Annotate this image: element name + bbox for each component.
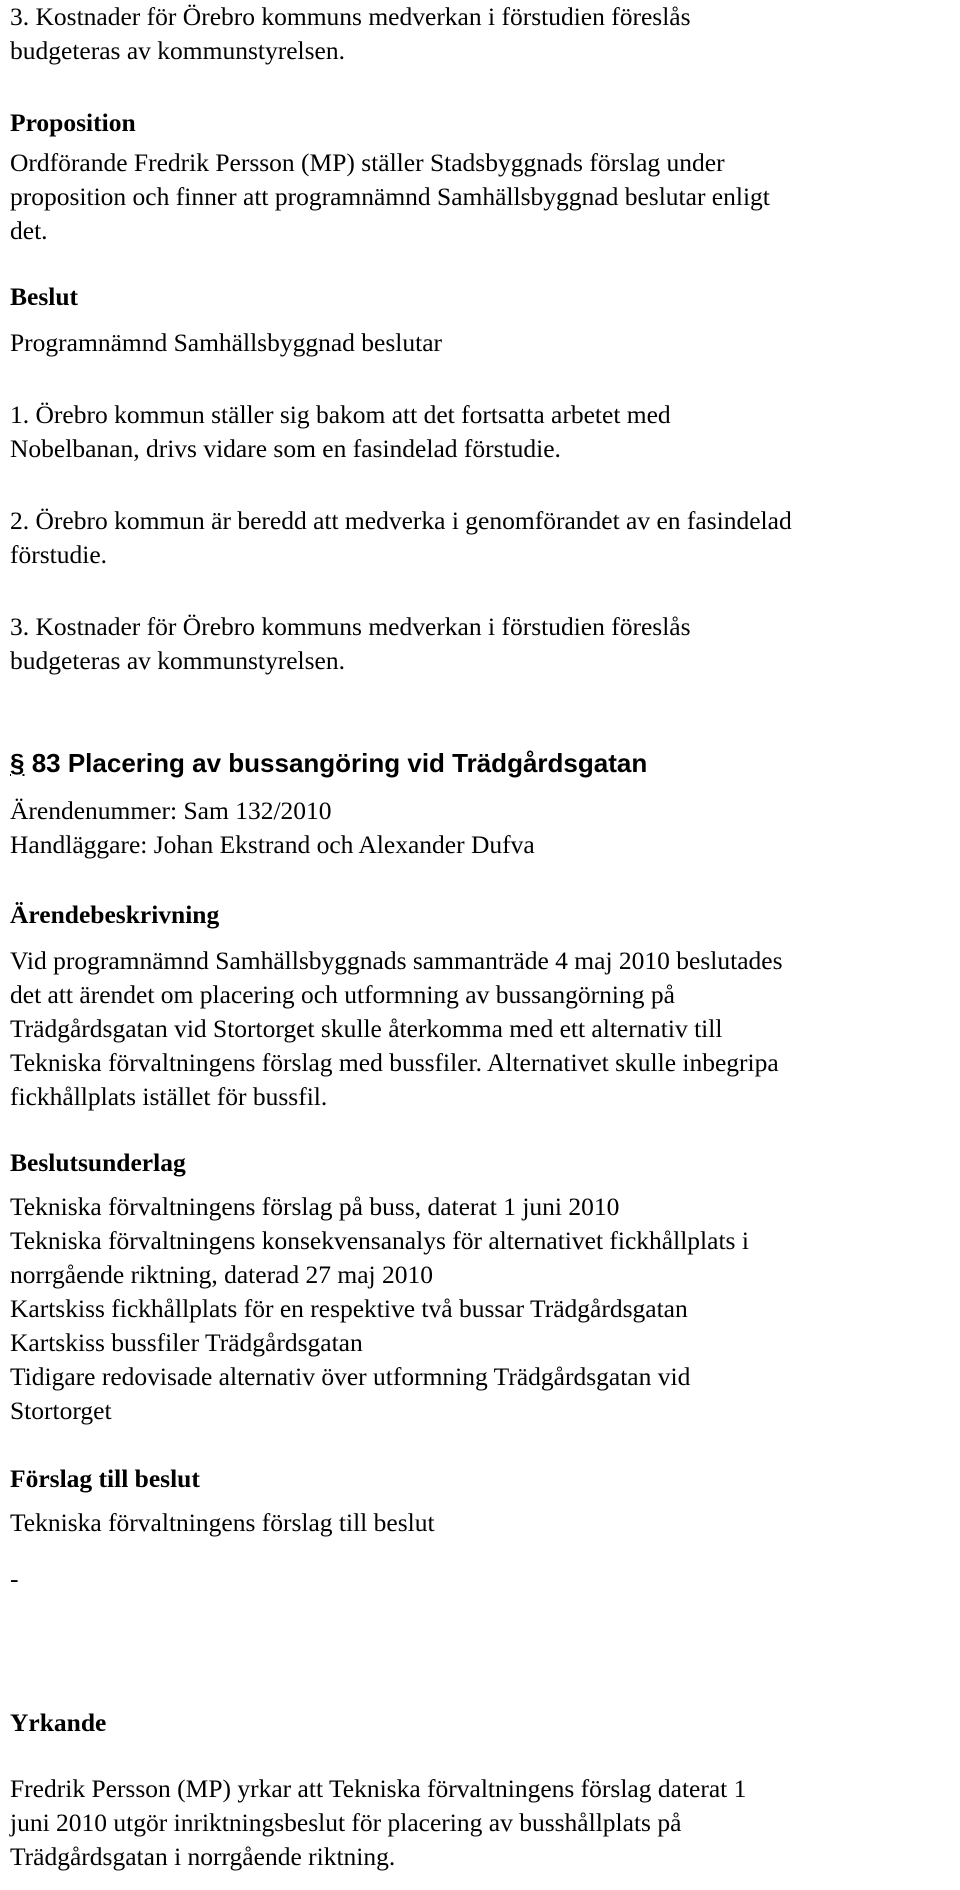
basis-line: Kartskiss fickhållplats för en respektive två bussar Trädgårdsgatan xyxy=(10,1294,688,1323)
decision2-line2: förstudie. xyxy=(10,540,108,569)
basis-line: norrgående riktning, daterad 27 maj 2010 xyxy=(10,1260,433,1289)
proposition-line1: Ordförande Fredrik Persson (MP) ställer Stadsbyggnads förslag under xyxy=(10,148,725,177)
basis-line: Tidigare redovisade alternativ över utformning Trädgårdsgatan vid xyxy=(10,1362,691,1391)
proposition-line2: proposition och finner att programnämnd Samhällsbyggnad beslutar enligt xyxy=(10,182,770,211)
description-line: Vid programnämnd Samhällsbyggnads sammanträde 4 maj 2010 beslutades xyxy=(10,946,783,975)
previous-point3-line1: 3. Kostnader för Örebro kommuns medverkan i förstudien föreslås xyxy=(10,2,691,31)
section-sign: § xyxy=(10,748,25,778)
basis-line: Kartskiss bussfiler Trädgårdsgatan xyxy=(10,1328,363,1357)
claim-line: Trädgårdsgatan i norrgående riktning. xyxy=(10,1842,396,1871)
proposition-heading: Proposition xyxy=(10,108,136,137)
decision3-line2: budgeteras av kommunstyrelsen. xyxy=(10,646,345,675)
proposal-text: Tekniska förvaltningens förslag till beslut xyxy=(10,1508,435,1537)
previous-point3-line2: budgeteras av kommunstyrelsen. xyxy=(10,36,345,65)
item-title xyxy=(10,746,647,780)
proposal-heading: Förslag till beslut xyxy=(10,1464,200,1493)
claim-line: Fredrik Persson (MP) yrkar att Tekniska förvaltningens förslag daterat 1 xyxy=(10,1774,747,1803)
decision1-line1: 1. Örebro kommun ställer sig bakom att det fortsatta arbetet med xyxy=(10,400,671,429)
claim-line: juni 2010 utgör inriktningsbeslut för placering av busshållplats på xyxy=(10,1808,682,1837)
decision1-line2: Nobelbanan, drivs vidare som en fasindelad förstudie. xyxy=(10,434,561,463)
decision3-line1: 3. Kostnader för Örebro kommuns medverkan i förstudien föreslås xyxy=(10,612,691,641)
basis-heading: Beslutsunderlag xyxy=(10,1148,186,1177)
case-number: Ärendenummer: Sam 132/2010 xyxy=(10,796,332,825)
case-handlers: Handläggare: Johan Ekstrand och Alexander Dufva xyxy=(10,830,535,859)
decision2-line1: 2. Örebro kommun är beredd att medverka i genomförandet av en fasindelad xyxy=(10,506,792,535)
description-line: fickhållplats istället för bussfil. xyxy=(10,1082,328,1111)
beslut-intro: Programnämnd Samhällsbyggnad beslutar xyxy=(10,328,443,357)
description-heading: Ärendebeskrivning xyxy=(10,900,220,929)
description-line: det att ärendet om placering och utformning av bussangörning på xyxy=(10,980,675,1009)
beslut-heading: Beslut xyxy=(10,282,79,311)
description-line: Tekniska förvaltningens förslag med bussfiler. Alternativet skulle inbegripa xyxy=(10,1048,779,1077)
item-title-text: 83 Placering av bussangöring vid Trädgårdsgatan xyxy=(24,748,648,778)
claim-heading: Yrkande xyxy=(10,1708,107,1737)
basis-line: Stortorget xyxy=(10,1396,112,1425)
basis-line: Tekniska förvaltningens förslag på buss, daterat 1 juni 2010 xyxy=(10,1192,620,1221)
basis-line: Tekniska förvaltningens konsekvensanalys för alternativet fickhållplats i xyxy=(10,1226,749,1255)
proposition-line3: det. xyxy=(10,216,48,245)
description-line: Trädgårdsgatan vid Stortorget skulle återkomma med ett alternativ till xyxy=(10,1014,723,1043)
dash: - xyxy=(10,1564,19,1593)
